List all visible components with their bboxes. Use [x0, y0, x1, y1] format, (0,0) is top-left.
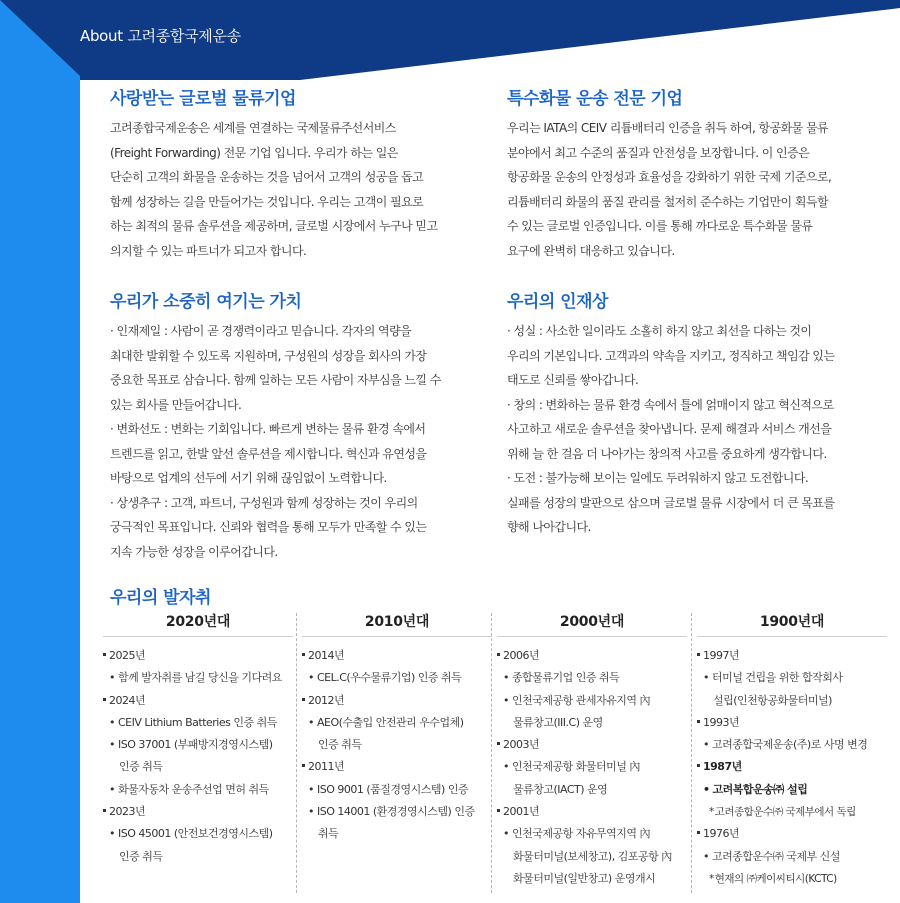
body-line: 항공화물 운송의 안정성과 효율성을 강화하기 위한 국제 기준으로, [507, 170, 832, 184]
timeline-year: 2014년 [302, 645, 492, 667]
timeline-entry: 인증 취득 [119, 760, 163, 774]
section-values [110, 291, 480, 564]
decade-heading: 2000년대 [497, 610, 687, 637]
body-line: (Freight Forwarding) 전문 기업 입니다. 우리가 하는 일은 [110, 145, 398, 160]
body-line: · 인재제일 : 사람이 곧 경쟁력이라고 믿습니다. 각자의 역량을 [110, 324, 412, 338]
column-divider [296, 613, 297, 893]
timeline-entry: • AEO(수출입 안전관리 우수업체) [302, 712, 492, 734]
timeline-year: 1976년 [697, 823, 887, 845]
timeline-entry: • 화물자동차 운송주선업 면허 취득 [103, 779, 293, 801]
body-line: 분야에서 최고 수준의 품질과 안전성을 보장합니다. 이 인증은 [507, 145, 810, 160]
timeline-entry: • 고려종합운수㈜ 국제부 신설 [697, 846, 887, 868]
body-line: 의지할 수 있는 파트너가 되고자 합니다. [110, 243, 307, 258]
body-line: 하는 최적의 물류 솔루션을 제공하며, 글로벌 시장에서 누구나 믿고 [110, 219, 438, 233]
history-column-2000s [497, 610, 687, 895]
body-line: 중요한 목표로 삼습니다. 함께 일하는 모든 사람이 자부심을 느낄 수 [110, 373, 441, 387]
decade-heading: 1900년대 [697, 610, 887, 637]
timeline-entry: • 인천국제공항 자유무역지역 內 [497, 823, 687, 845]
section-body-special-cargo [507, 116, 877, 263]
timeline-entry: • 인천국제공항 관세자유지역 內 [497, 690, 687, 712]
timeline-entry: • 터미널 건립을 위한 합작회사 [697, 667, 887, 689]
body-line: 단순히 고객의 화물을 운송하는 것을 넘어서 고객의 성공을 돕고 [110, 170, 424, 184]
timeline-year: 2006년 [497, 645, 687, 667]
body-line: · 도전 : 불가능해 보이는 일에도 두려워하지 않고 도전합니다. [507, 471, 809, 485]
timeline-entry: 물류창고(IACT) 운영 [513, 782, 608, 796]
left-accent-bar [0, 0, 80, 903]
timeline-year: 2023년 [103, 801, 293, 823]
section-body-talent [507, 319, 877, 540]
body-line: 실패를 성장의 발판으로 삼으며 글로벌 물류 시장에서 더 큰 목표를 [507, 495, 835, 510]
timeline-entry: • 인천국제공항 화물터미널 內 [497, 756, 687, 778]
body-line: · 창의 : 변화하는 물류 환경 속에서 틀에 얽매이지 않고 혁신적으로 [507, 397, 834, 412]
section-body-global-logistics [110, 116, 480, 263]
timeline-list [103, 637, 293, 868]
decade-heading: 2010년대 [302, 610, 492, 637]
body-line: 트렌드를 읽고, 한발 앞선 솔루션을 제시합니다. 혁신과 유연성을 [110, 446, 427, 461]
timeline-list [697, 637, 887, 890]
timeline-entry: • ISO 45001 (안전보건경영시스템) [103, 823, 293, 845]
history-column-2010s [302, 610, 492, 895]
history-column-1900s [697, 610, 887, 895]
body-line: 바탕으로 업계의 선두에 서기 위해 끊임없이 노력합니다. [110, 471, 387, 485]
page-header-title: About 고려종합국제운송 [80, 27, 241, 45]
body-line: · 상생추구 : 고객, 파트너, 구성원과 함께 성장하는 것이 우리의 [110, 495, 418, 510]
section-body-values [110, 319, 480, 564]
body-line: 우리는 IATA의 CEIV 리튬배터리 인증을 취득 하여, 항공화물 물류 [507, 121, 829, 135]
history-column-2020s [103, 610, 293, 895]
timeline-entry: 취득 [318, 827, 339, 841]
section-title-special-cargo: 특수화물 운송 전문 기업 [507, 89, 683, 109]
timeline-entry: 인증 취득 [119, 849, 163, 863]
timeline-year: 1997년 [697, 645, 887, 667]
timeline-entry: 화물터미널(보세창고), 김포공항 內 [513, 849, 672, 863]
body-line: 지속 가능한 성장을 이루어갑니다. [110, 544, 278, 559]
section-title-global-logistics: 사랑받는 글로벌 물류기업 [110, 89, 296, 109]
timeline-list [497, 637, 687, 890]
section-talent [507, 291, 877, 540]
timeline-year: 2001년 [497, 801, 687, 823]
timeline-entry: • 고려복합운송㈜ 설립 [697, 779, 887, 801]
body-line: · 성실 : 사소한 일이라도 소홀히 하지 않고 최선을 다하는 것이 [507, 324, 812, 338]
body-line: · 변화선도 : 변화는 기회입니다. 빠르게 변하는 물류 환경 속에서 [110, 422, 426, 436]
column-divider [491, 613, 492, 893]
section-title-talent: 우리의 인재상 [507, 292, 608, 312]
body-line: 고려종합국제운송은 세계를 연결하는 국제물류주선서비스 [110, 121, 396, 135]
timeline-year: 2011년 [302, 756, 492, 778]
timeline-entry: 화물터미널(일반창고) 운영개시 [513, 871, 656, 885]
timeline-year: 2012년 [302, 690, 492, 712]
timeline-entry: • 고려종합국제운송(주)로 사명 변경 [697, 734, 887, 756]
timeline-entry: • ISO 14001 (환경경영시스템) 인증 [302, 801, 492, 823]
timeline-year: 2024년 [103, 690, 293, 712]
column-divider [691, 613, 692, 893]
body-line: 함께 성장하는 길을 만들어가는 것입니다. 우리는 고객이 필요로 [110, 194, 424, 209]
body-line: 향해 나아갑니다. [507, 520, 591, 534]
timeline-entry: • 함께 발자취를 남길 당신을 기다려요 [103, 667, 293, 689]
history-title: 우리의 발자취 [110, 588, 211, 608]
timeline-entry: 설립(인천항공화물터미널) [713, 693, 832, 707]
timeline-note: * 현재의 ㈜케이씨티시(KCTC) [697, 868, 887, 890]
timeline-list [302, 637, 492, 846]
body-line: 궁극적인 목표입니다. 신뢰와 협력을 통해 모두가 만족할 수 있는 [110, 520, 427, 534]
timeline-entry: • CEL.C(우수물류기업) 인증 취득 [302, 667, 492, 689]
timeline-year: 2025년 [103, 645, 293, 667]
timeline-entry: • ISO 9001 (품질경영시스템) 인증 [302, 779, 492, 801]
body-line: 수 있는 글로벌 인증입니다. 이를 통해 까다로운 특수화물 물류 [507, 219, 813, 233]
body-line: 위해 늘 한 걸음 더 나아가는 창의적 사고를 중요하게 생각합니다. [507, 446, 827, 461]
body-line: 최대한 발휘할 수 있도록 지원하며, 구성원의 성장을 회사의 가장 [110, 348, 427, 363]
section-title-values: 우리가 소중히 여기는 가치 [110, 292, 302, 312]
timeline-entry: 물류창고(III.C) 운영 [513, 715, 603, 729]
timeline-entry: • CEIV Lithium Batteries 인증 취득 [103, 712, 293, 734]
body-line: 있는 회사를 만들어갑니다. [110, 397, 242, 412]
decade-heading: 2020년대 [103, 610, 293, 637]
body-line: 우리의 기본입니다. 고객과의 약속을 지키고, 정직하고 책임감 있는 [507, 348, 835, 363]
timeline-entry: 인증 취득 [318, 738, 362, 752]
timeline-year: 2003년 [497, 734, 687, 756]
timeline-year: 1993년 [697, 712, 887, 734]
section-special-cargo [507, 88, 877, 263]
timeline-year: 1987년 [697, 756, 887, 778]
timeline-entry: • 종합물류기업 인증 취득 [497, 667, 687, 689]
body-line: 태도로 신뢰를 쌓아갑니다. [507, 373, 639, 387]
timeline-entry: • ISO 37001 (부패방지경영시스템) [103, 734, 293, 756]
body-line: 요구에 완벽히 대응하고 있습니다. [507, 243, 675, 258]
body-line: 리튬배터리 화물의 품질 관리를 철저히 준수하는 기업만이 획득할 [507, 194, 828, 209]
body-line: 사고하고 새로운 솔루션을 찾아냅니다. 문제 해결과 서비스 개선을 [507, 422, 832, 436]
section-global-logistics [110, 88, 480, 263]
timeline-note: * 고려종합운수㈜ 국제부에서 독립 [697, 801, 887, 823]
